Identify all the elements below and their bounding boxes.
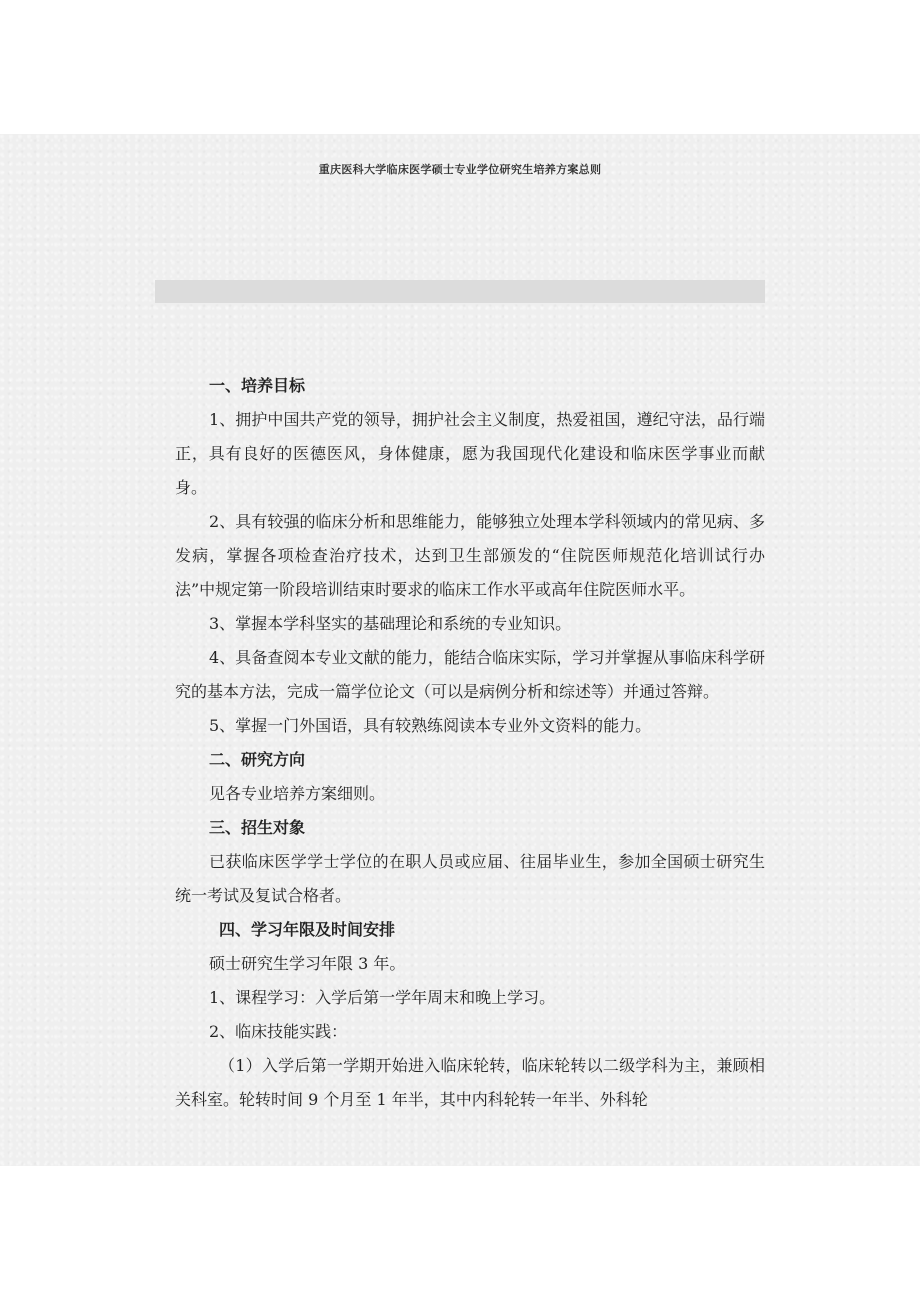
paragraph: 已获临床医学学士学位的在职人员或应届、往届毕业生，参加全国硕士研究生统一考试及复试合格者。 — [175, 852, 765, 905]
document-title: 重庆医科大学临床医学硕士专业学位研究生培养方案总则 — [318, 163, 602, 176]
paragraph: 见各专业培养方案细则。 — [209, 784, 386, 803]
paragraph: 2、具有较强的临床分析和思维能力，能够独立处理本学科领域内的常见病、多发病，掌握各项检查治疗技术，达到卫生部颁发的“住院医师规范化培训试行办法”中规定第一阶段培训结束时要求的临床工作水平或高年住院医师水平。 — [175, 512, 765, 599]
paragraph: 1、课程学习：入学后第一学年周末和晚上学习。 — [209, 988, 556, 1007]
paragraph: 3、掌握本学科坚实的基础理论和系统的专业知识。 — [209, 614, 572, 633]
paragraph: 硕士研究生学习年限 3 年。 — [209, 954, 406, 973]
section-heading-schedule: 四、学习年限及时间安排 — [219, 920, 396, 939]
section-heading-goals: 一、培养目标 — [209, 376, 306, 395]
section-heading-admission: 三、招生对象 — [209, 818, 306, 837]
document-body — [175, 369, 765, 1117]
redacted-bar — [155, 280, 765, 303]
paragraph: 5、掌握一门外国语，具有较熟练阅读本专业外文资料的能力。 — [209, 716, 652, 735]
paragraph: 4、具备查阅本专业文献的能力，能结合临床实际，学习并掌握从事临床科学研究的基本方法，完成一篇学位论文（可以是病例分析和综述等）并通过答辩。 — [175, 648, 765, 701]
paragraph: （1）入学后第一学期开始进入临床轮转，临床轮转以二级学科为主，兼顾相关科室。轮转时间 9 个月至 1 年半，其中内科轮转一年半、外科轮 — [175, 1056, 765, 1109]
section-heading-research: 二、研究方向 — [209, 750, 306, 769]
paragraph: 1、拥护中国共产党的领导，拥护社会主义制度，热爱祖国，遵纪守法，品行端正，具有良好的医德医风，身体健康，愿为我国现代化建设和临床医学事业而献身。 — [175, 410, 765, 497]
paragraph: 2、临床技能实践： — [209, 1022, 348, 1041]
